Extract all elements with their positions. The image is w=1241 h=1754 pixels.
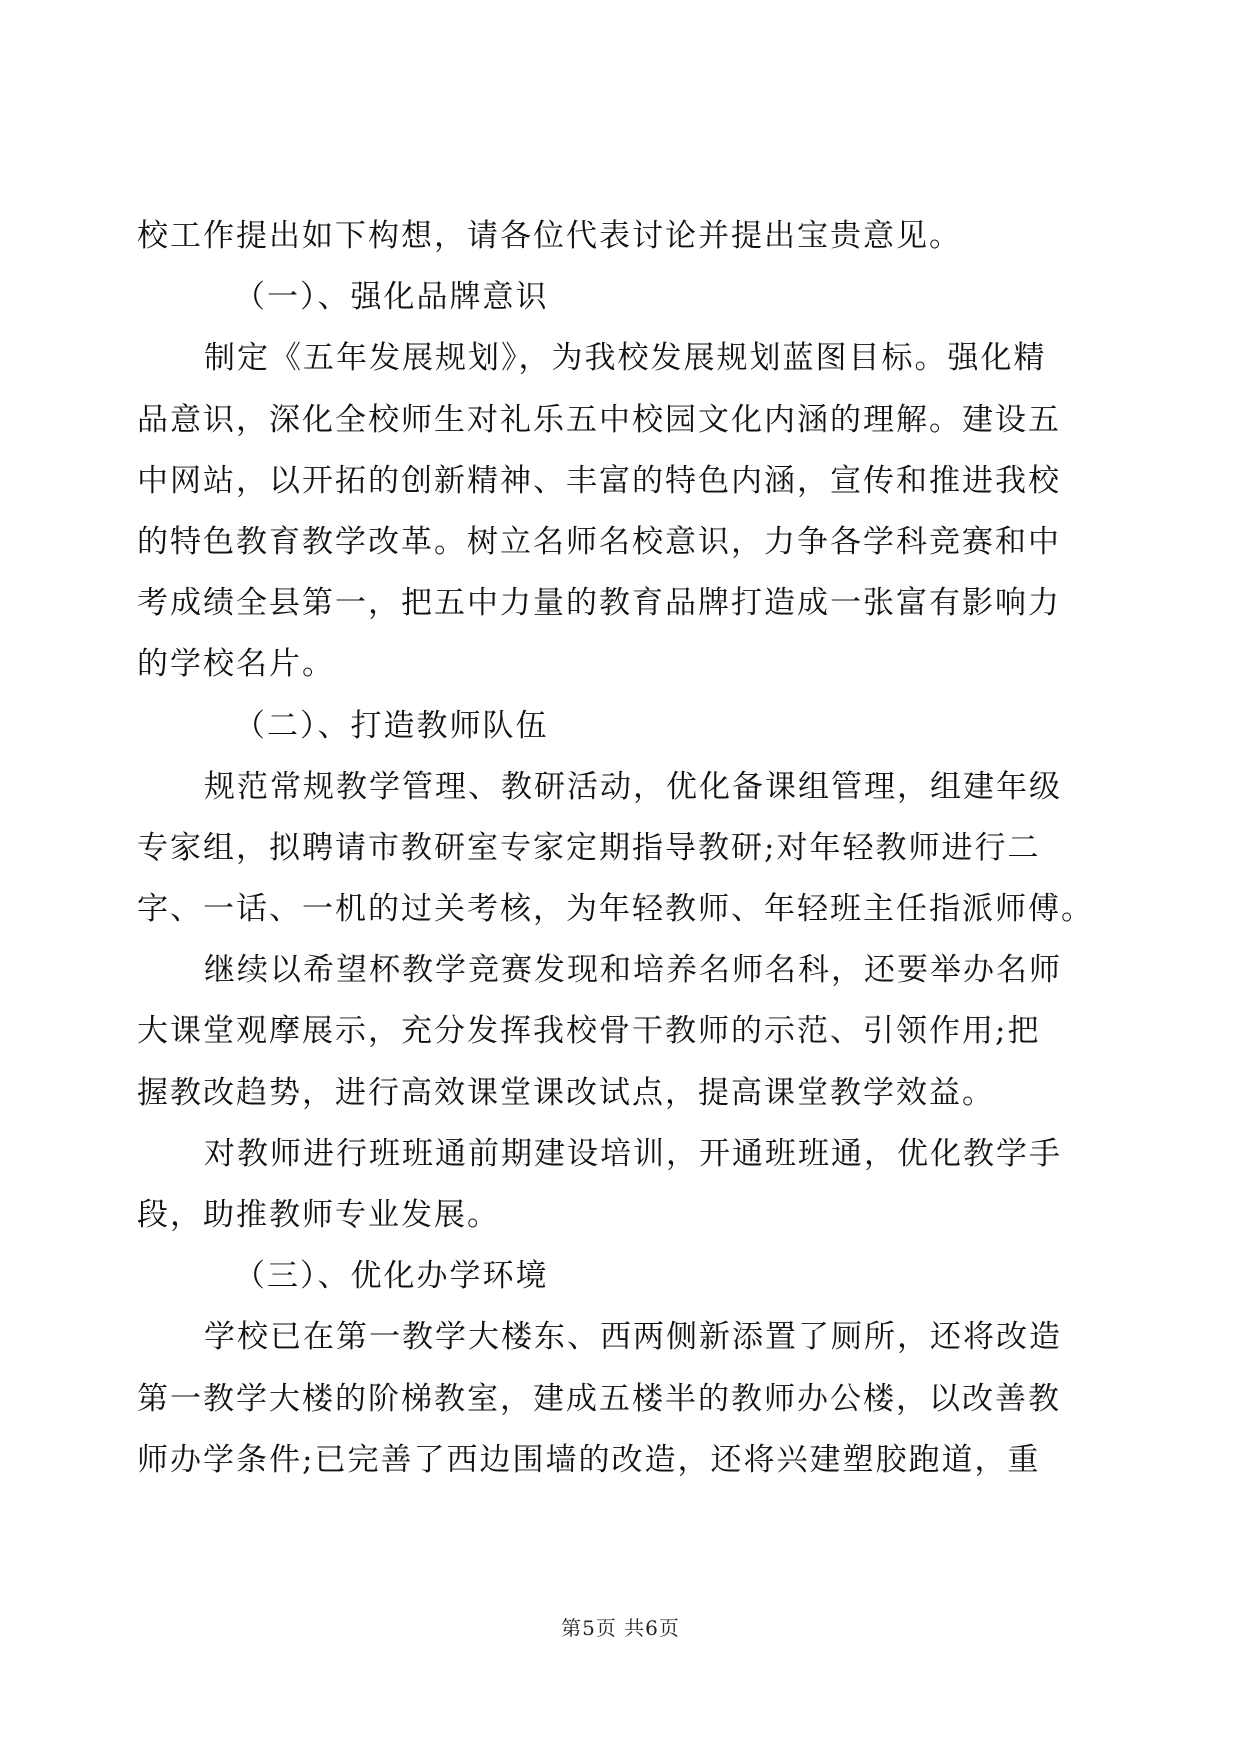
paragraph-line: 继续以希望杯教学竞赛发现和培养名师名科，还要举办名师 (204, 952, 1062, 989)
paragraph-line: 学校已在第一教学大楼东、西两侧新添置了厕所，还将改造 (204, 1319, 1062, 1356)
paragraph-line: 字、一话、一机的过关考核，为年轻教师、年轻班主任指派师傅。 (137, 891, 1094, 928)
section-heading-1: （一）、强化品牌意识 (234, 279, 549, 316)
paragraph-line: 品意识，深化全校师生对礼乐五中校园文化内涵的理解。建设五 (137, 401, 1061, 438)
paragraph-line: 中网站，以开拓的创新精神、丰富的特色内涵，宣传和推进我校 (137, 462, 1061, 499)
paragraph-line: 制定《五年发展规划》，为我校发展规划蓝图目标。强化精 (204, 340, 1047, 377)
paragraph-line: 的学校名片。 (137, 646, 335, 683)
paragraph-line: 专家组，拟聘请市教研室专家定期指导教研;对年轻教师进行二 (137, 829, 1041, 866)
paragraph-line: 第一教学大楼的阶梯教室，建成五楼半的教师办公楼，以改善教 (137, 1380, 1061, 1417)
section-heading-2: （二）、打造教师队伍 (234, 707, 549, 744)
paragraph-line: 大课堂观摩展示，充分发挥我校骨干教师的示范、引领作用;把 (137, 1013, 1041, 1050)
paragraph-line: 校工作提出如下构想，请各位代表讨论并提出宝贵意见。 (137, 218, 962, 254)
paragraph-line: 段，助推教师专业发展。 (137, 1197, 500, 1233)
paragraph-line: 握教改趋势，进行高效课堂课改试点，提高课堂教学效益。 (137, 1074, 995, 1111)
document-body (137, 206, 1094, 1491)
paragraph-line: 考成绩全县第一，把五中力量的教育品牌打造成一张富有影响力 (137, 585, 1061, 622)
paragraph-line: 师办学条件;已完善了西边围墙的改造，还将兴建塑胶跑道，重 (137, 1441, 1041, 1478)
page-number-footer: 第5页 共6页 (561, 1616, 680, 1640)
section-heading-3: （三）、优化办学环境 (234, 1258, 549, 1295)
paragraph-line: 对教师进行班班通前期建设培训，开通班班通，优化教学手 (204, 1135, 1062, 1172)
paragraph-line: 的特色教育教学改革。树立名师名校意识，力争各学科竞赛和中 (137, 523, 1061, 560)
paragraph-line: 规范常规教学管理、教研活动，优化备课组管理，组建年级 (204, 768, 1062, 805)
